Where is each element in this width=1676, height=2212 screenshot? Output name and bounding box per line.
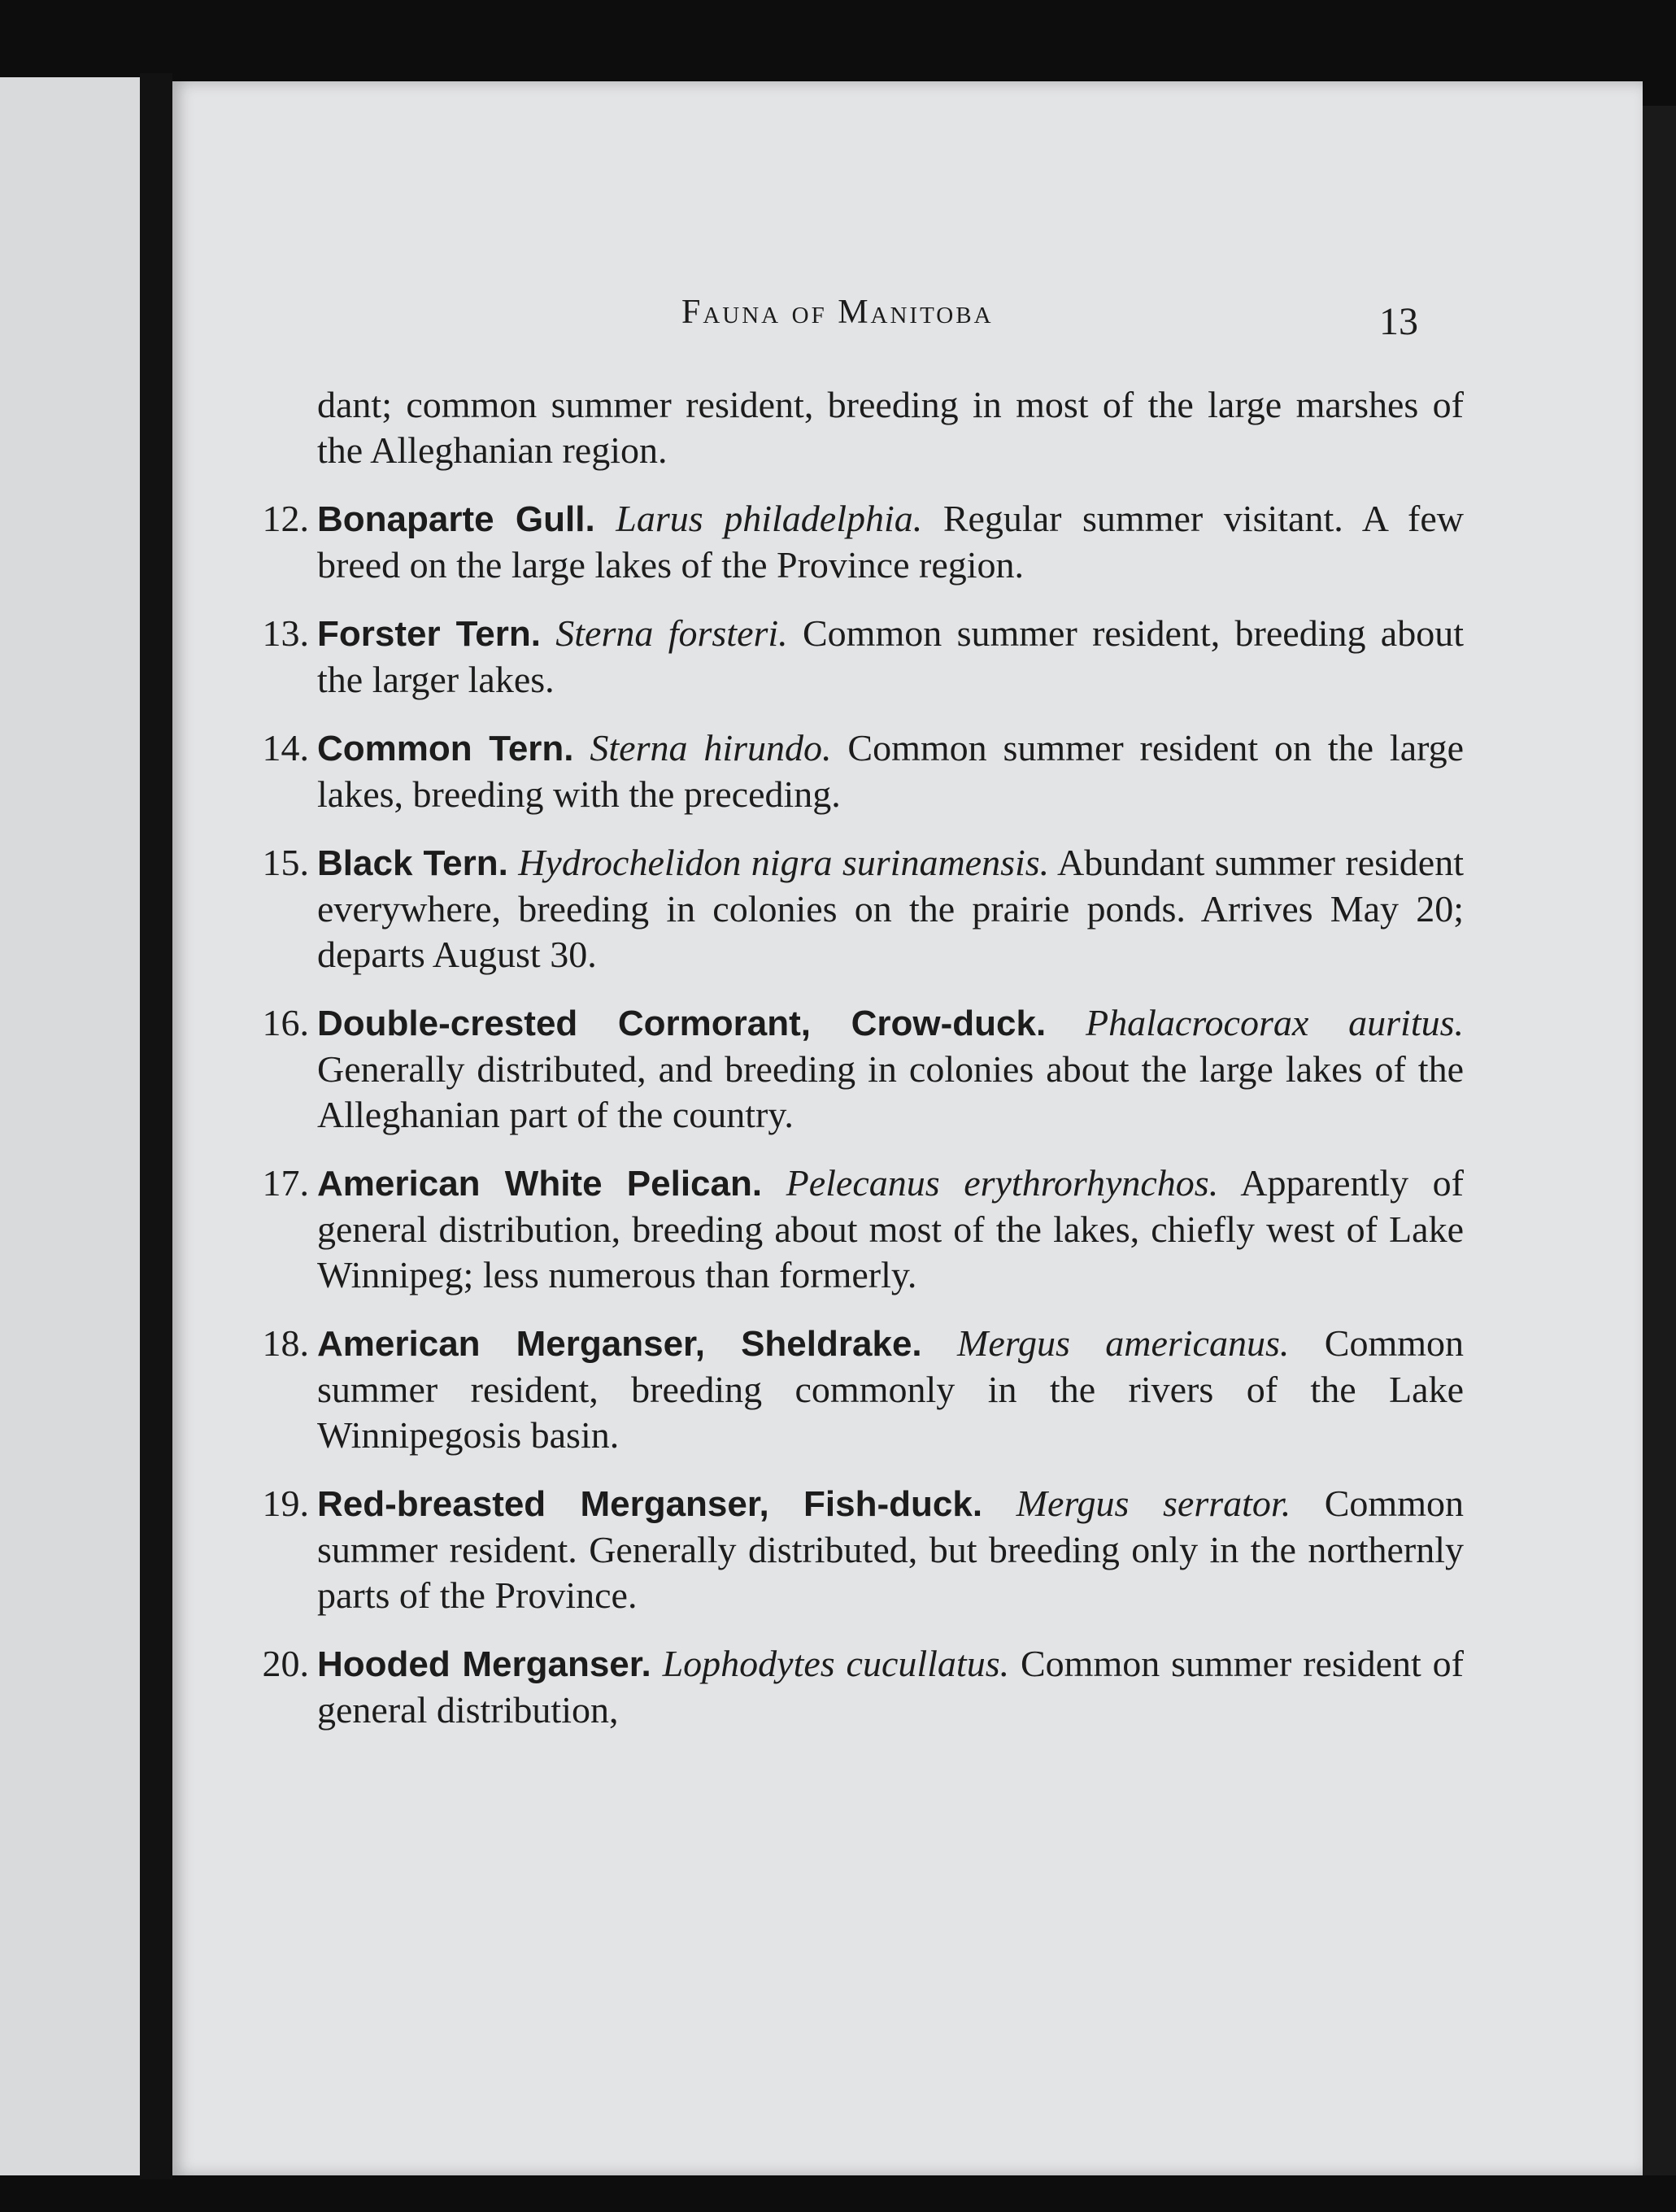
continued-paragraph: dant; common summer resident, breeding in most of the large marshes of the Alleghanian region.: [317, 384, 1464, 471]
species-common-name: Double-crested Cormorant, Crow-duck.: [317, 1004, 1047, 1043]
entry-number: 18.: [262, 1322, 309, 1364]
entry-number: 12.: [262, 498, 309, 539]
species-list: [262, 496, 1465, 1733]
species-common-name: Hooded Merganser.: [317, 1644, 651, 1684]
species-scientific-name: Lophodytes cucullatus.: [662, 1643, 1010, 1684]
page-body: [262, 382, 1465, 1756]
entry-number: 19.: [262, 1483, 309, 1524]
page-edge-shadow: [1643, 106, 1676, 2175]
species-description: Common summer resident, breeding commonly in the rivers of the Lake Winnipegosis basin.: [317, 1322, 1465, 1456]
species-scientific-name: Mergus americanus.: [957, 1322, 1290, 1364]
species-common-name: American Merganser, Sheldrake.: [317, 1324, 922, 1364]
species-entry: [262, 1321, 1465, 1458]
entry-number: 17.: [262, 1162, 309, 1204]
species-scientific-name: Sterna forsteri.: [555, 612, 788, 654]
book-spine: [140, 73, 172, 2179]
entry-number: 14.: [262, 727, 309, 769]
species-scientific-name: Sterna hirundo.: [590, 727, 832, 769]
species-entry: [262, 496, 1464, 588]
entry-number: 13.: [262, 612, 309, 654]
species-description: Common summer resident, breeding about the larger lakes.: [317, 612, 1464, 700]
species-scientific-name: Pelecanus erythrorhynchos.: [786, 1162, 1219, 1204]
species-common-name: Red-breasted Merganser, Fish-duck.: [317, 1484, 983, 1524]
species-description: Apparently of general distribution, breeding about most of the lakes, chiefly west of Lake Winnipeg; less numerous than formerly.: [317, 1162, 1464, 1295]
species-common-name: Forster Tern.: [317, 614, 541, 654]
species-scientific-name: Phalacrocorax auritus.: [1086, 1002, 1465, 1043]
species-entry: [262, 725, 1465, 817]
species-entry: [262, 1641, 1464, 1733]
species-common-name: American White Pelican.: [317, 1164, 763, 1204]
running-header: Fauna of Manitoba: [681, 294, 994, 331]
page-number: 13: [1379, 300, 1418, 343]
species-common-name: Black Tern.: [317, 843, 508, 883]
species-description: Common summer resident. Generally distributed, but breeding only in the northernly parts of the Province.: [317, 1483, 1464, 1616]
species-description: Regular summer visitant. A few breed on the large lakes of the Province region.: [317, 498, 1464, 586]
entry-number: 15.: [262, 842, 309, 883]
species-description: Abundant summer resident everywhere, breeding in colonies on the prairie ponds. Arrives May 20; departs August 30.: [317, 842, 1464, 975]
species-scientific-name: Hydrochelidon nigra surinamensis.: [518, 842, 1050, 883]
species-description: Generally distributed, and breeding in colonies about the large lakes of the Alleghanian part of the country.: [317, 1048, 1464, 1135]
species-scientific-name: Larus philadelphia.: [616, 498, 923, 539]
entry-number: 16.: [262, 1002, 309, 1043]
species-entry: [262, 1000, 1465, 1138]
species-entry: [262, 840, 1464, 978]
species-entry: [262, 611, 1464, 703]
species-description: Common summer resident on the large lakes, breeding with the preceding.: [317, 727, 1465, 815]
species-entry: [262, 1160, 1464, 1298]
species-entry: [262, 1481, 1464, 1618]
species-common-name: Common Tern.: [317, 729, 574, 769]
species-description: Common summer resident of general distribution,: [317, 1643, 1464, 1731]
entry-number: 20.: [262, 1643, 309, 1684]
species-scientific-name: Mergus serrator.: [1016, 1483, 1291, 1524]
facing-page-edge: [0, 77, 140, 2175]
species-common-name: Bonaparte Gull.: [317, 499, 595, 539]
